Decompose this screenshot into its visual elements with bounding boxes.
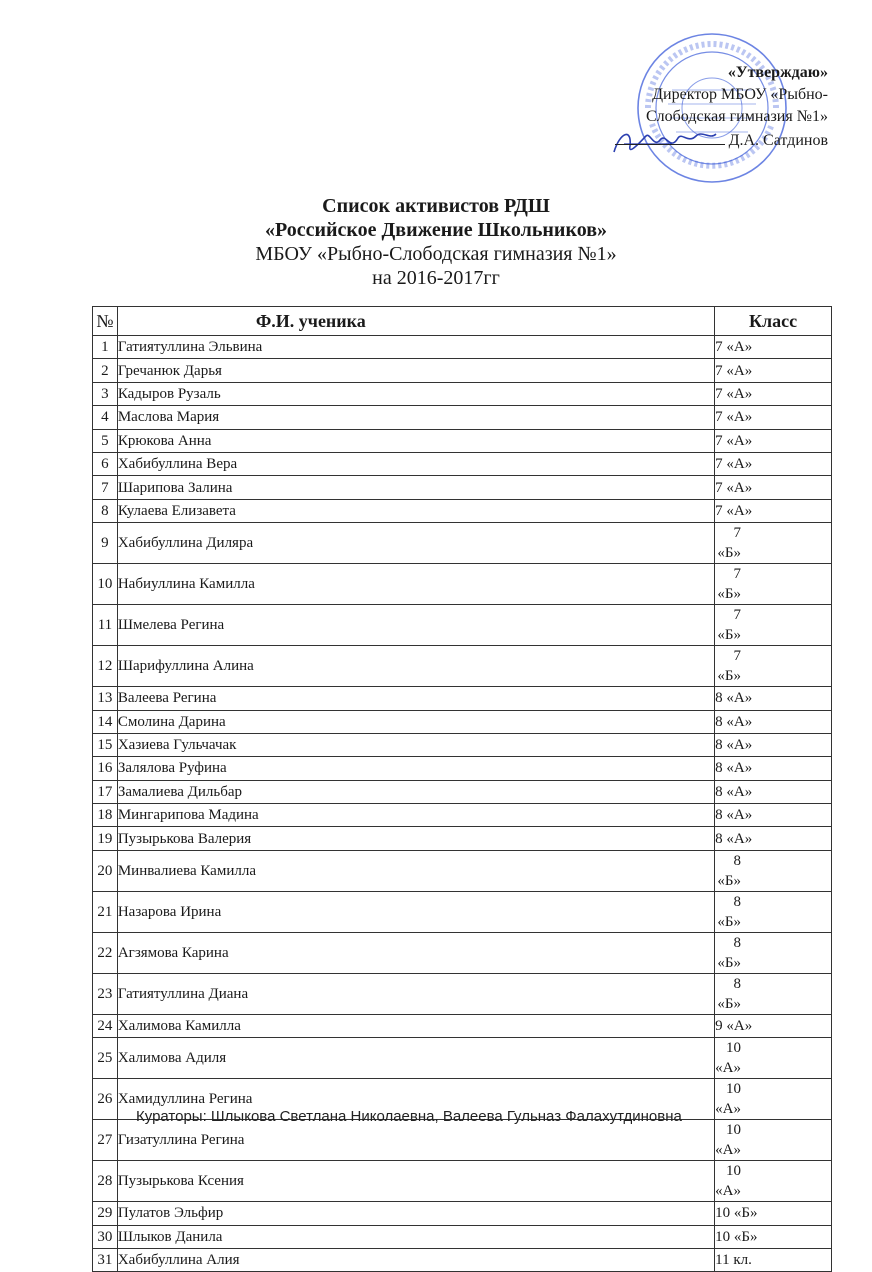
row-number: 18 xyxy=(93,804,118,827)
row-number: 30 xyxy=(93,1225,118,1248)
student-name: Хамидуллина Регина xyxy=(117,1079,714,1120)
activists-table xyxy=(92,306,832,1272)
row-number: 21 xyxy=(93,891,118,932)
row-number: 29 xyxy=(93,1202,118,1225)
table-row xyxy=(93,757,832,780)
student-class: 8 «Б» xyxy=(715,973,832,1014)
table-row xyxy=(93,973,832,1014)
row-number: 25 xyxy=(93,1038,118,1079)
student-name: Гатиятуллина Эльвина xyxy=(117,336,714,359)
row-number: 22 xyxy=(93,932,118,973)
table-row xyxy=(93,710,832,733)
student-class: 7 «А» xyxy=(715,476,832,499)
row-number: 9 xyxy=(93,523,118,564)
student-name: Смолина Дарина xyxy=(117,710,714,733)
student-class: 10 «Б» xyxy=(715,1225,832,1248)
title-line-2: «Российское Движение Школьников» xyxy=(264,219,608,241)
row-number: 19 xyxy=(93,827,118,850)
student-name: Шарифуллина Алина xyxy=(117,646,714,687)
student-class: 9 «А» xyxy=(715,1014,832,1037)
approval-block xyxy=(615,62,828,152)
student-class: 7 «А» xyxy=(715,359,832,382)
table-row xyxy=(93,891,832,932)
approval-signature-line xyxy=(615,128,828,152)
table-row xyxy=(93,359,832,382)
row-number: 16 xyxy=(93,757,118,780)
row-number: 27 xyxy=(93,1120,118,1161)
table-row xyxy=(93,780,832,803)
student-class: 7 «А» xyxy=(715,382,832,405)
table-row xyxy=(93,1120,832,1161)
row-number: 26 xyxy=(93,1079,118,1120)
row-number: 24 xyxy=(93,1014,118,1037)
row-number: 5 xyxy=(93,429,118,452)
student-class: 8 «Б» xyxy=(715,932,832,973)
student-name: Минвалиева Камилла xyxy=(117,850,714,891)
student-class: 8 «А» xyxy=(715,780,832,803)
student-name: Гизатуллина Регина xyxy=(117,1120,714,1161)
student-class: 8 «Б» xyxy=(715,891,832,932)
student-name: Хабибуллина Вера xyxy=(117,452,714,475)
student-name: Гречанюк Дарья xyxy=(117,359,714,382)
table-row xyxy=(93,1202,832,1225)
header-class: Класс xyxy=(715,307,832,336)
row-number: 10 xyxy=(93,564,118,605)
student-class: 7 «А» xyxy=(715,499,832,522)
title-line-4: на 2016-2017гг xyxy=(372,267,500,289)
title-line-1: Список активистов РДШ xyxy=(322,195,550,217)
approval-school: Слободская гимназия №1» xyxy=(646,108,828,125)
student-name: Пулатов Эльфир xyxy=(117,1202,714,1225)
approval-position: Директор МБОУ «Рыбно- xyxy=(652,86,828,103)
student-class: 11 кл. xyxy=(715,1249,832,1272)
table-row xyxy=(93,406,832,429)
student-class: 10 «А» xyxy=(715,1079,832,1120)
row-number: 14 xyxy=(93,710,118,733)
student-class: 10 «А» xyxy=(715,1161,832,1202)
row-number: 17 xyxy=(93,780,118,803)
student-class: 7 «А» xyxy=(715,452,832,475)
student-class: 8 «А» xyxy=(715,733,832,756)
row-number: 2 xyxy=(93,359,118,382)
row-number: 11 xyxy=(93,605,118,646)
student-name: Шлыков Данила xyxy=(117,1225,714,1248)
title-line-3: МБОУ «Рыбно-Слободская гимназия №1» xyxy=(255,243,617,265)
table-row xyxy=(93,382,832,405)
table-row xyxy=(93,523,832,564)
table-row xyxy=(93,646,832,687)
row-number: 13 xyxy=(93,687,118,710)
student-name: Набиуллина Камилла xyxy=(117,564,714,605)
header-number: № xyxy=(93,307,118,336)
student-name: Мингарипова Мадина xyxy=(117,804,714,827)
table-row xyxy=(93,429,832,452)
student-class: 8 «Б» xyxy=(715,850,832,891)
student-class: 8 «А» xyxy=(715,687,832,710)
table-row xyxy=(93,1161,832,1202)
table-row xyxy=(93,1038,832,1079)
table-row xyxy=(93,499,832,522)
student-name: Гатиятуллина Диана xyxy=(117,973,714,1014)
document-title xyxy=(0,194,872,290)
row-number: 12 xyxy=(93,646,118,687)
row-number: 7 xyxy=(93,476,118,499)
student-class: 7 «Б» xyxy=(715,646,832,687)
table-row xyxy=(93,336,832,359)
row-number: 15 xyxy=(93,733,118,756)
student-name: Валеева Регина xyxy=(117,687,714,710)
table-row xyxy=(93,452,832,475)
student-class: 7 «А» xyxy=(715,336,832,359)
student-name: Агзямова Карина xyxy=(117,932,714,973)
table-row xyxy=(93,687,832,710)
student-name: Хабибуллина Диляра xyxy=(117,523,714,564)
row-number: 4 xyxy=(93,406,118,429)
row-number: 3 xyxy=(93,382,118,405)
student-class: 7 «Б» xyxy=(715,605,832,646)
row-number: 6 xyxy=(93,452,118,475)
table-header-row xyxy=(93,307,832,336)
student-class: 8 «А» xyxy=(715,804,832,827)
row-number: 8 xyxy=(93,499,118,522)
row-number: 28 xyxy=(93,1161,118,1202)
table-row xyxy=(93,804,832,827)
table-row xyxy=(93,733,832,756)
row-number: 20 xyxy=(93,850,118,891)
table-row xyxy=(93,1225,832,1248)
student-name: Назарова Ирина xyxy=(117,891,714,932)
student-class: 10 «А» xyxy=(715,1120,832,1161)
student-name: Залялова Руфина xyxy=(117,757,714,780)
student-name: Халимова Адиля xyxy=(117,1038,714,1079)
student-class: 8 «А» xyxy=(715,710,832,733)
student-name: Замалиева Дильбар xyxy=(117,780,714,803)
student-name: Хабибуллина Алия xyxy=(117,1249,714,1272)
student-class: 7 «А» xyxy=(715,429,832,452)
table-row xyxy=(93,476,832,499)
student-name: Шарипова Залина xyxy=(117,476,714,499)
director-name: Д.А. Сатдинов xyxy=(728,132,828,149)
student-class: 7 «Б» xyxy=(715,523,832,564)
student-name: Кадыров Рузаль xyxy=(117,382,714,405)
table-row xyxy=(93,564,832,605)
student-name: Пузырькова Валерия xyxy=(117,827,714,850)
student-name: Хазиева Гульчачак xyxy=(117,733,714,756)
curators-line: Кураторы: Шлыкова Светлана Николаевна, Валеева Гульназ Фалахутдиновна xyxy=(136,1108,682,1125)
approval-heading: «Утверждаю» xyxy=(727,64,828,81)
student-name: Шмелева Регина xyxy=(117,605,714,646)
student-class: 7 «А» xyxy=(715,406,832,429)
student-name: Халимова Камилла xyxy=(117,1014,714,1037)
row-number: 1 xyxy=(93,336,118,359)
student-class: 10 «Б» xyxy=(715,1202,832,1225)
table-row xyxy=(93,827,832,850)
student-class: 10 «А» xyxy=(715,1038,832,1079)
student-class: 8 «А» xyxy=(715,827,832,850)
student-name: Крюкова Анна xyxy=(117,429,714,452)
table-row xyxy=(93,850,832,891)
table-row xyxy=(93,1014,832,1037)
student-class: 7 «Б» xyxy=(715,564,832,605)
table-row xyxy=(93,932,832,973)
row-number: 23 xyxy=(93,973,118,1014)
student-name: Пузырькова Ксения xyxy=(117,1161,714,1202)
row-number: 31 xyxy=(93,1249,118,1272)
student-class: 8 «А» xyxy=(715,757,832,780)
signature-underline xyxy=(615,128,725,145)
student-name: Маслова Мария xyxy=(117,406,714,429)
table-body xyxy=(93,336,832,1272)
student-name: Кулаева Елизавета xyxy=(117,499,714,522)
table-row xyxy=(93,1249,832,1272)
table-row xyxy=(93,605,832,646)
header-student-name: Ф.И. ученика xyxy=(117,307,714,336)
